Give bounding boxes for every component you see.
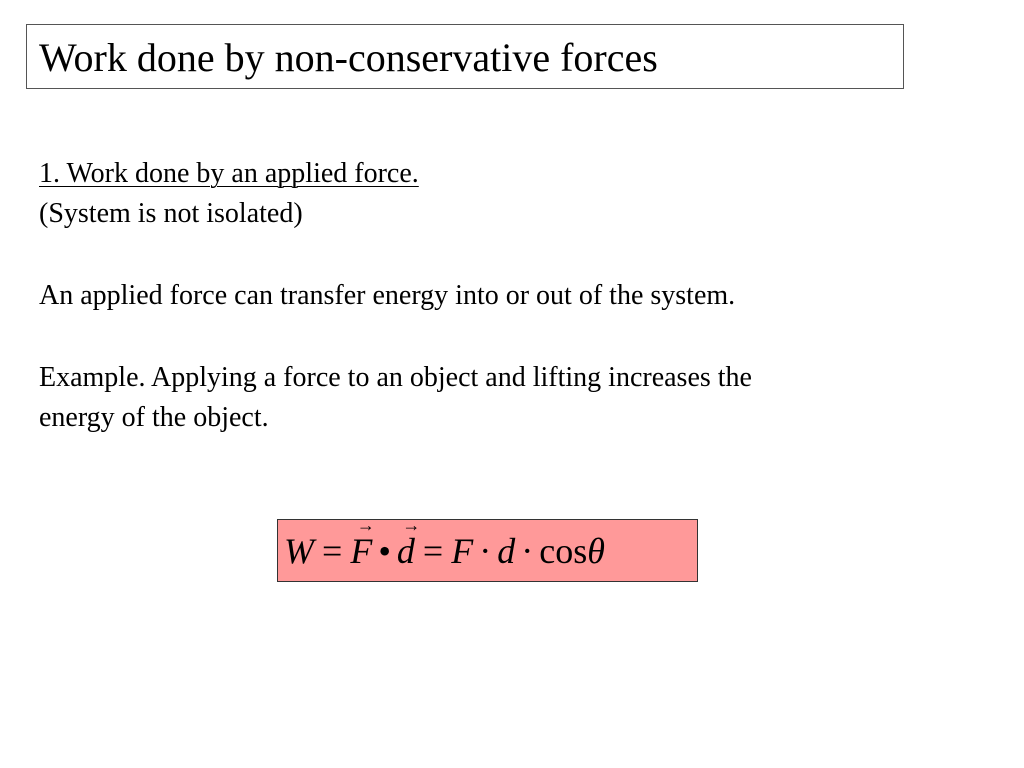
formula-cosine: cos xyxy=(539,531,588,571)
slide-title: Work done by non-conservative forces xyxy=(39,35,658,80)
work-formula xyxy=(284,515,605,571)
formula-force-magnitude: F xyxy=(451,531,474,571)
formula-force-vector-letter: F xyxy=(350,531,373,571)
example-line-2: energy of the object. xyxy=(39,402,269,433)
section-heading: 1. Work done by an applied force. xyxy=(39,158,419,189)
displacement-vector-arrow: → xyxy=(402,515,421,535)
formula-force-vector xyxy=(350,515,375,571)
formula-work-symbol: W xyxy=(284,531,314,571)
force-vector-arrow: → xyxy=(356,515,375,535)
formula-displacement-magnitude: d xyxy=(497,531,516,571)
paragraph-applied-force: An applied force can transfer energy into or out of the system. xyxy=(39,280,736,311)
formula-dot-product: • xyxy=(378,531,391,571)
formula-equals-2: = xyxy=(422,531,444,571)
formula-theta: θ xyxy=(587,531,605,571)
example-line-1: Example. Applying a force to an object and lifting increases the xyxy=(39,362,752,393)
section-subheading: (System is not isolated) xyxy=(39,198,303,229)
work-formula-box xyxy=(277,515,698,582)
formula-displacement-vector xyxy=(396,515,421,571)
formula-multiply-2: · xyxy=(521,531,534,571)
slide-title-box xyxy=(26,24,904,89)
formula-displacement-vector-letter: d xyxy=(396,531,415,571)
formula-equals-1: = xyxy=(322,531,343,571)
formula-multiply-1: · xyxy=(479,531,492,571)
